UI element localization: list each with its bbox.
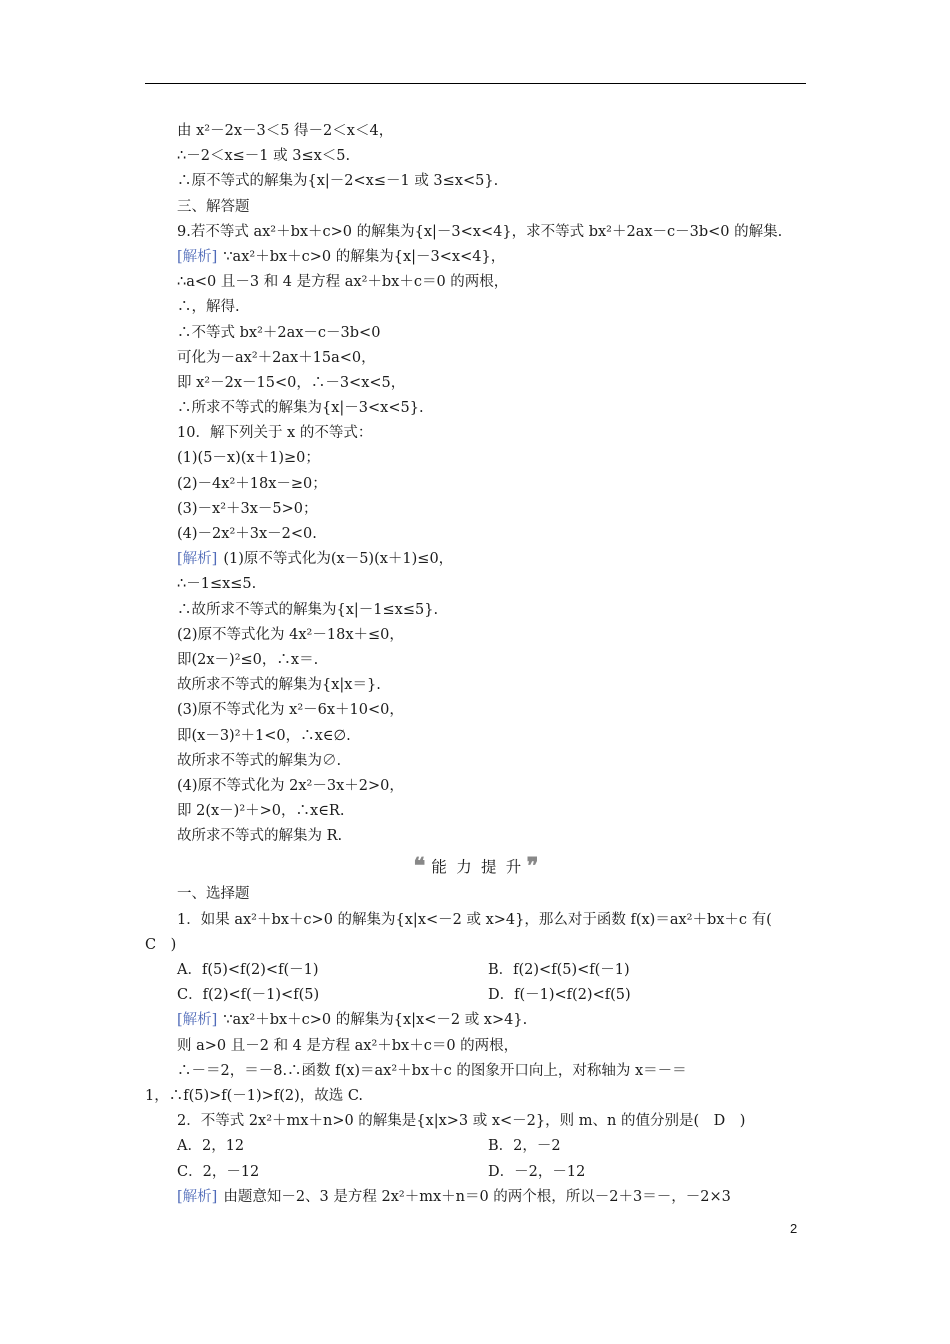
text-line: 则 a>0 且－2 和 4 是方程 ax²＋bx＋c＝0 的两根， <box>177 1037 519 1054</box>
text-line: (3)原不等式化为 x²－6x＋10<0， <box>177 702 404 719</box>
text-line: (4)原不等式化为 2x²－3x＋2>0， <box>177 777 404 794</box>
text-line: 即(2x－)²≤0，∴x＝. <box>177 651 319 668</box>
question-9: 9.若不等式 ax²＋bx＋c>0 的解集为{x|－3<x<4}，求不等式 bx²＋2ax－c－3b<0 的解集. <box>177 223 783 240</box>
option-c: C．2，－12 <box>177 1163 260 1180</box>
analysis-line <box>145 245 807 270</box>
text-line: 可化为－ax²＋2ax＋15a<0， <box>177 349 376 366</box>
text-line: ∴－2＜x≤－1 或 3≤x＜5. <box>177 148 351 165</box>
option-c: C．f(2)<f(－1)<f(5) <box>177 987 320 1004</box>
text-line: ∴，解得. <box>177 299 240 316</box>
text-line: ∴不等式 bx²＋2ax－c－3b<0 <box>177 324 381 341</box>
analysis-tag: [解析] <box>177 1188 218 1205</box>
option-row <box>145 958 807 983</box>
analysis-tag: [解析] <box>177 248 218 265</box>
open-quote-icon: ❝ <box>413 852 426 879</box>
text-line: 故所求不等式的解集为 R. <box>177 828 343 845</box>
page-number: 2 <box>790 1221 798 1236</box>
question-10: 10．解下列关于 x 的不等式： <box>177 425 373 442</box>
option-d: D．f(－1)<f(2)<f(5) <box>488 987 631 1004</box>
page-content <box>145 119 807 1210</box>
option-a: A．2，12 <box>177 1138 245 1155</box>
section-heading: 一、选择题 <box>177 886 250 903</box>
analysis-tag: [解析] <box>177 1012 218 1029</box>
text-line: ∴－1≤x≤5. <box>177 576 257 593</box>
analysis-text: ∵ax²＋bx＋c>0 的解集为{x|－3<x<4}， <box>223 248 506 265</box>
analysis-text: (1)原不等式化为(x－5)(x＋1)≤0， <box>223 551 454 568</box>
header-rule <box>145 83 806 84</box>
text-line: (2)原不等式化为 4x²－18x＋≤0， <box>177 626 404 643</box>
text-line: (3)－x²＋3x－5>0； <box>177 500 318 517</box>
text-line: ∴－＝2，＝－8.∴函数 f(x)＝ax²＋bx＋c 的图象开口向上，对称轴为 x＝－＝ <box>177 1062 687 1079</box>
problem-2-stem: 2．不等式 2x²＋mx＋n>0 的解集是{x|x>3 或 x<－2}，则 m、n 的值分别是( D ) <box>177 1113 746 1130</box>
option-row <box>145 983 807 1008</box>
analysis-text: 由题意知－2、3 是方程 2x²＋mx＋n＝0 的两个根，所以－2＋3＝－，－2×3 <box>223 1188 731 1205</box>
text-line: 即 2(x－)²＋>0，∴x∈R. <box>177 803 345 820</box>
banner-title: 能力提升 <box>431 857 531 876</box>
text-line: ∴原不等式的解集为{x|－2<x≤－1 或 3≤x<5}. <box>177 173 499 190</box>
option-row <box>145 1134 807 1159</box>
analysis-line <box>145 1185 807 1210</box>
text-line: (1)(5－x)(x＋1)≥0； <box>177 450 320 467</box>
section-banner <box>145 849 807 882</box>
text-line: (2)－4x²＋18x－≥0； <box>177 475 327 492</box>
option-row <box>145 1160 807 1185</box>
text-line: 即 x²－2x－15<0，∴－3<x<5， <box>177 374 406 391</box>
analysis-text: ∵ax²＋bx＋c>0 的解集为{x|x<－2 或 x>4}. <box>223 1012 528 1029</box>
text-line: 1，∴f(5)>f(－1)>f(2)，故选 C. <box>145 1087 364 1104</box>
text-line: (4)－2x²＋3x－2<0. <box>177 526 317 542</box>
text-line: ∴故所求不等式的解集为{x|－1≤x≤5}. <box>177 601 439 618</box>
analysis-line <box>145 1008 807 1033</box>
option-a: A．f(5)<f(2)<f(－1) <box>177 962 319 978</box>
text-line: ∴a<0 且－3 和 4 是方程 ax²＋bx＋c＝0 的两根， <box>177 274 509 291</box>
text-line: 故所求不等式的解集为{x|x＝}. <box>177 677 381 694</box>
analysis-line <box>145 547 807 572</box>
answer-line: C ) <box>145 936 177 953</box>
analysis-tag: [解析] <box>177 551 218 568</box>
section-heading: 三、解答题 <box>177 198 250 215</box>
option-d: D．－2，－12 <box>488 1163 586 1180</box>
problem-1-stem: 1．如果 ax²＋bx＋c>0 的解集为{x|x<－2 或 x>4}，那么对于函数 f(x)＝ax²＋bx＋c 有( <box>177 911 772 928</box>
text-line: 即(x－3)²＋1<0，∴x∈∅. <box>177 727 351 744</box>
text-line: ∴所求不等式的解集为{x|－3<x<5}. <box>177 400 424 417</box>
option-b: B．2，－2 <box>488 1138 561 1155</box>
text-line: 由 x²－2x－3＜5 得－2＜x＜4， <box>177 123 394 139</box>
option-b: B．f(2)<f(5)<f(－1) <box>488 962 630 978</box>
text-line: 故所求不等式的解集为∅. <box>177 752 342 769</box>
close-quote-icon: ❞ <box>526 852 539 879</box>
